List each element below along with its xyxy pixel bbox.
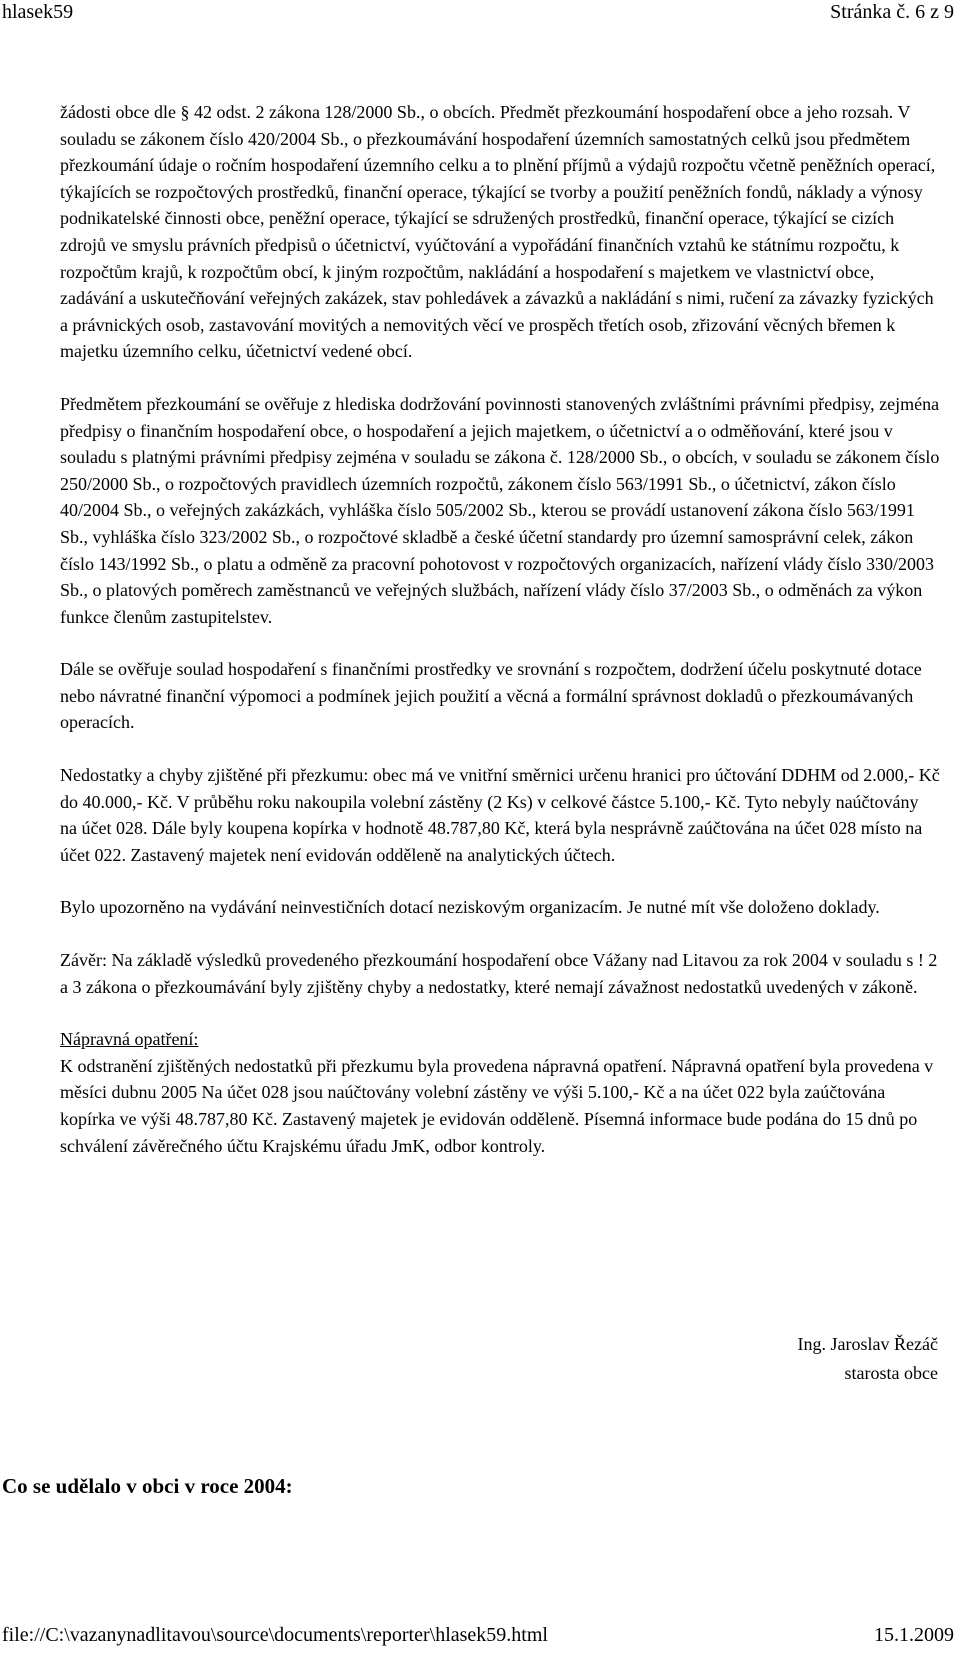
footer-file-path: file://C:\vazanynadlitavou\source\documents\reporter\hlasek59.html: [2, 1624, 548, 1646]
signature-role: starosta obce: [844, 1363, 938, 1383]
paragraph-legal-basis: Předmětem přezkoumání se ověřuje z hlediska dodržování povinnosti stanovených zvláštními právními předpisy, zejména předpisy o finančním hospodaření obce, o hospodaření a jejich majetkem, o účetnictví a o odměňování, které jsou v souladu s platnými právními předpisy zejména v souladu se zákona č. 128/2000 Sb., o obcích, v souladu se zákonem číslo 250/2000 Sb., o rozpočtových pravidlech územních rozpočtů, zákonem číslo 563/1991 Sb., o účetnictví, zákon číslo 40/2004 Sb., o veřejných zakázkách, vyhláška číslo 505/2002 Sb., kterou se provádí ustanovení zákona číslo 563/1991 Sb., vyhláška číslo 323/2002 Sb., o rozpočtové skladbě a české účetní standardy pro územní samosprávní celek, zákon číslo 143/1992 Sb., o platu a odměně za pracovní pohotovost v rozpočtových organizacích, nařízení vlády číslo 330/2003 Sb., o platových poměrech zaměstnanců ve veřejných službách, nařízení vlády číslo 37/2003 Sb., o odměnách za výkon funkce členům zastupitelstev.: [60, 393, 940, 627]
paragraph-warning: Bylo upozorněno na vydávání neinvestičních dotací neziskovým organizacím. Je nutné mít vše doloženo doklady.: [60, 897, 880, 918]
signature-name: Ing. Jaroslav Řezáč: [797, 1334, 938, 1354]
paragraph-deficiencies: Nedostatky a chyby zjištěné při přezkumu: obec má ve vnitřní směrnici určenu hranici pro účtování DDHM od 2.000,- Kč do 40.000,- Kč. V průběhu roku nakoupila volební zástěny (2 Ks) v celkové částce 5.100,- Kč. Tyto nebyly naúčtovány na účet 028. Dále byly koupena kopírka v hodnotě 48.787,80 Kč, která byla nesprávně zaúčtována na účet 028 místo na účet 022. Zastavený majetek není evidován odděleně na analytických účtech.: [60, 765, 940, 865]
footer-date: 15.1.2009: [874, 1624, 954, 1646]
paragraph-scope: žádosti obce dle § 42 odst. 2 zákona 128/2000 Sb., o obcích. Předmět přezkoumání hospodaření obce a jeho rozsah. V souladu se zákonem číslo 420/2004 Sb., o přezkoumávání hospodaření územních samostatných celků jsou předmětem přezkoumání údaje o ročním hospodaření územního celku a to plnění příjmů a výdajů rozpočtu včetně peněžních operací, týkajících se rozpočtových prostředků, finanční operace, týkající se tvorby a použití peněžních fondů, náklady a výnosy podnikatelské činnosti obce, peněžní operace, týkající se sdružených prostředků, finanční operace, týkající se cizích zdrojů ve smyslu právních předpisů o účetnictví, vyúčtování a vypořádání finančních vztahů ke státnímu rozpočtu, k rozpočtům krajů, k rozpočtům obcí, k jiným rozpočtům, nakládání a hospodaření s majetkem ve vlastnictví obce, zadávání a uskutečňování veřejných zakázek, stav pohledávek a závazků a nakládání s nimi, ručení za závazky fyzických a právnických osob, zastavování movitých a nemovitých věcí ve prospěch třetích osob, zřizování věcných břemen k majetku územního celku, účetnictví vedené obcí.: [60, 102, 936, 362]
document-name: hlasek59: [2, 1, 74, 23]
page-footer: [2, 1622, 954, 1652]
page-header: [2, 0, 954, 30]
corrective-measures-heading: Nápravná opatření:: [60, 1029, 199, 1050]
corrective-measures-text: K odstranění zjištěných nedostatků při přezkumu byla provedena nápravná opatření. Nápravná opatření byla provedena v měsíci dubnu 2005 Na účet 028 jsou naúčtovány volební zástěny ve výši 5.100,- Kč a na účet 022 byla zaúčtována kopírka ve výši 48.787,80 Kč. Zastavený majetek je evidován odděleně. Písemná informace bude podána do 15 dnů po schválení závěrečného účtu Krajskému úřadu JmK, odbor kontroly.: [60, 1055, 934, 1156]
page-number: Stránka č. 6 z 9: [830, 1, 954, 23]
section-heading: Co se udělalo v obci v roce 2004:: [2, 1474, 293, 1498]
document-body: [60, 99, 940, 1185]
signature-block: [798, 1330, 938, 1388]
paragraph-conclusion: Závěr: Na základě výsledků provedeného přezkoumání hospodaření obce Vážany nad Litavou za rok 2004 v souladu s ! 2 a 3 zákona o přezkoumávání byly zjištěny chyby a nedostatky, které nemají závažnost nedostatků uvedených v zákoně.: [60, 950, 938, 997]
paragraph-verification: Dále se ověřuje soulad hospodaření s finančními prostředky ve srovnání s rozpočtem, dodržení účelu poskytnuté dotace nebo návratné finanční výpomoci a podmínek jejich použití a věcná a formální správnost dokladů o přezkoumávaných operacích.: [60, 659, 922, 733]
paragraph-corrective-measures: [60, 1026, 940, 1159]
